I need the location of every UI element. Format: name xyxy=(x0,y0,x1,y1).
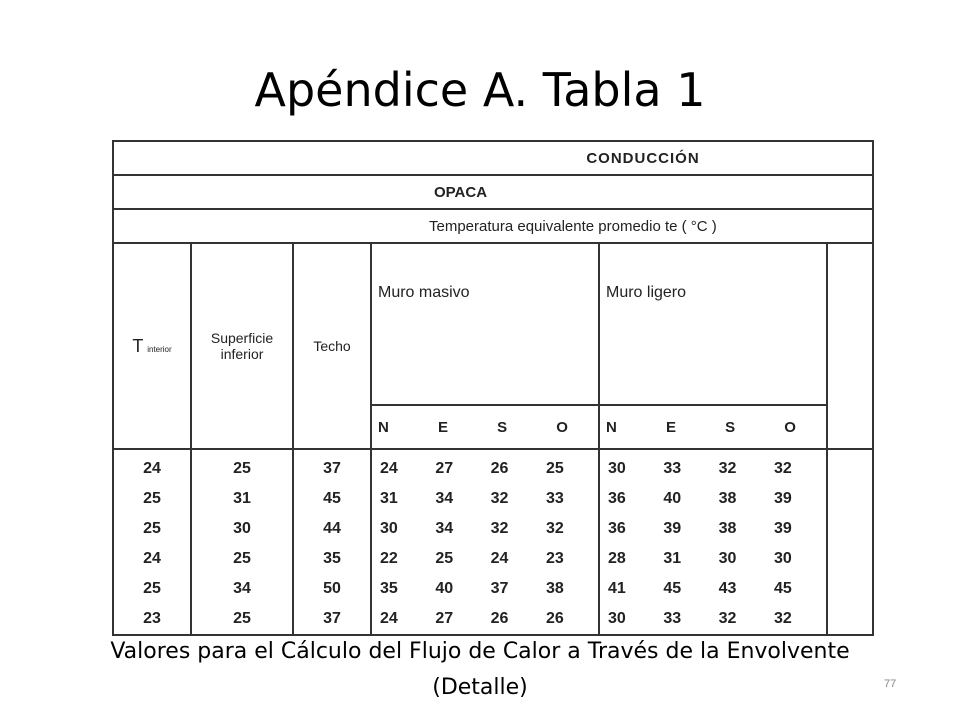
sup-value: 30 xyxy=(233,520,251,537)
dirs-muro-masivo xyxy=(371,405,599,449)
col-header-superficie: Superficie inferior xyxy=(191,243,293,449)
cell: 28 xyxy=(608,550,626,567)
cell: 32 xyxy=(490,520,509,537)
dir-s: S xyxy=(497,418,508,436)
group-header-muro-masivo: Muro masivo xyxy=(371,243,599,405)
masivo-row xyxy=(372,484,598,514)
slide-caption xyxy=(20,634,940,706)
cell: 32 xyxy=(718,460,737,477)
techo-value: 45 xyxy=(323,490,341,507)
dir-s: S xyxy=(725,418,736,436)
cell: 24 xyxy=(380,610,398,627)
masivo-row xyxy=(372,574,598,604)
cell: 26 xyxy=(490,610,509,627)
cell: 37 xyxy=(490,580,509,597)
slide-title: Apéndice A. Tabla 1 xyxy=(254,63,706,117)
header-opaca: OPACA xyxy=(113,175,873,209)
sup-value: 25 xyxy=(233,610,251,627)
cell: 39 xyxy=(773,490,792,507)
caption-line-1: Valores para el Cálculo del Flujo de Calor a Través de la Envolvente xyxy=(110,639,850,664)
ligero-row xyxy=(600,604,826,634)
col-header-cut xyxy=(827,243,873,449)
cell: 35 xyxy=(380,580,398,597)
col-t-values xyxy=(113,449,191,635)
cell: 38 xyxy=(545,580,564,597)
masivo-row xyxy=(372,454,598,484)
col-header-t-interior xyxy=(113,243,191,449)
t-value: 24 xyxy=(143,460,161,477)
sup-value: 25 xyxy=(233,460,251,477)
cell: 31 xyxy=(380,490,398,507)
cell: 39 xyxy=(663,520,682,537)
heat-flow-table xyxy=(112,140,874,636)
cell: 45 xyxy=(663,580,682,597)
cell: 30 xyxy=(718,550,737,567)
dirs-muro-ligero xyxy=(599,405,827,449)
cell: 36 xyxy=(608,490,626,507)
cell: 22 xyxy=(380,550,398,567)
t-value: 25 xyxy=(143,580,161,597)
group-header-muro-ligero: Muro ligero xyxy=(599,243,827,405)
cell: 40 xyxy=(663,490,682,507)
cell: 27 xyxy=(435,610,454,627)
dir-o: O xyxy=(784,418,796,436)
techo-value: 37 xyxy=(323,460,341,477)
masivo-row xyxy=(372,544,598,574)
col-header-techo: Techo xyxy=(293,243,371,449)
t-value: 25 xyxy=(143,520,161,537)
ligero-row xyxy=(600,514,826,544)
techo-value: 44 xyxy=(323,520,341,537)
cell: 45 xyxy=(773,580,792,597)
cell: 33 xyxy=(545,490,564,507)
techo-value: 37 xyxy=(323,610,341,627)
ligero-row xyxy=(600,574,826,604)
cell: 41 xyxy=(608,580,626,597)
t-value: 24 xyxy=(143,550,161,567)
cell: 32 xyxy=(718,610,737,627)
cell: 25 xyxy=(545,460,564,477)
cell: 33 xyxy=(663,460,682,477)
t-value: 23 xyxy=(143,610,161,627)
cell: 26 xyxy=(490,460,509,477)
cell: 40 xyxy=(435,580,454,597)
col-muro-ligero-values xyxy=(599,449,827,635)
caption-line-2: (Detalle) xyxy=(432,675,528,700)
cell: 26 xyxy=(545,610,564,627)
ligero-row xyxy=(600,454,826,484)
cell: 27 xyxy=(435,460,454,477)
t-value: 25 xyxy=(143,490,161,507)
cell: 34 xyxy=(435,520,454,537)
techo-value: 50 xyxy=(323,580,341,597)
cell: 30 xyxy=(608,610,626,627)
dir-n: N xyxy=(378,418,389,436)
dir-e: E xyxy=(437,418,448,436)
cell: 30 xyxy=(773,550,792,567)
col-cut-values xyxy=(827,449,873,635)
dir-o: O xyxy=(556,418,568,436)
dir-n: N xyxy=(606,418,617,436)
col-techo-values xyxy=(293,449,371,635)
cell: 32 xyxy=(490,490,509,507)
cell: 25 xyxy=(435,550,454,567)
cell: 33 xyxy=(663,610,682,627)
masivo-row xyxy=(372,514,598,544)
cell: 24 xyxy=(380,460,398,477)
cell: 38 xyxy=(718,520,737,537)
sup-value: 25 xyxy=(233,550,251,567)
cell: 24 xyxy=(490,550,509,567)
cell: 39 xyxy=(773,520,792,537)
header-conduccion: CONDUCCIÓN xyxy=(113,141,873,175)
col-muro-masivo-values xyxy=(371,449,599,635)
col-t-label: T xyxy=(132,335,144,356)
col-t-sub: interior xyxy=(147,344,172,354)
cell: 32 xyxy=(773,610,792,627)
cell: 38 xyxy=(718,490,737,507)
cell: 30 xyxy=(608,460,626,477)
sup-value: 34 xyxy=(233,580,251,597)
ligero-row xyxy=(600,484,826,514)
cell: 32 xyxy=(545,520,564,537)
page-number: 77 xyxy=(884,678,897,690)
cell: 34 xyxy=(435,490,454,507)
col-superficie-values xyxy=(191,449,293,635)
dir-e: E xyxy=(665,418,676,436)
cell: 36 xyxy=(608,520,626,537)
cell: 30 xyxy=(380,520,398,537)
masivo-row xyxy=(372,604,598,634)
cell: 32 xyxy=(773,460,792,477)
heat-flow-table-image xyxy=(112,140,839,627)
sup-value: 31 xyxy=(233,490,251,507)
cell: 31 xyxy=(663,550,682,567)
techo-value: 35 xyxy=(323,550,341,567)
cell: 23 xyxy=(545,550,564,567)
header-temperatura: Temperatura equivalente promedio te ( °C ) xyxy=(113,209,873,243)
cell: 43 xyxy=(718,580,737,597)
ligero-row xyxy=(600,544,826,574)
